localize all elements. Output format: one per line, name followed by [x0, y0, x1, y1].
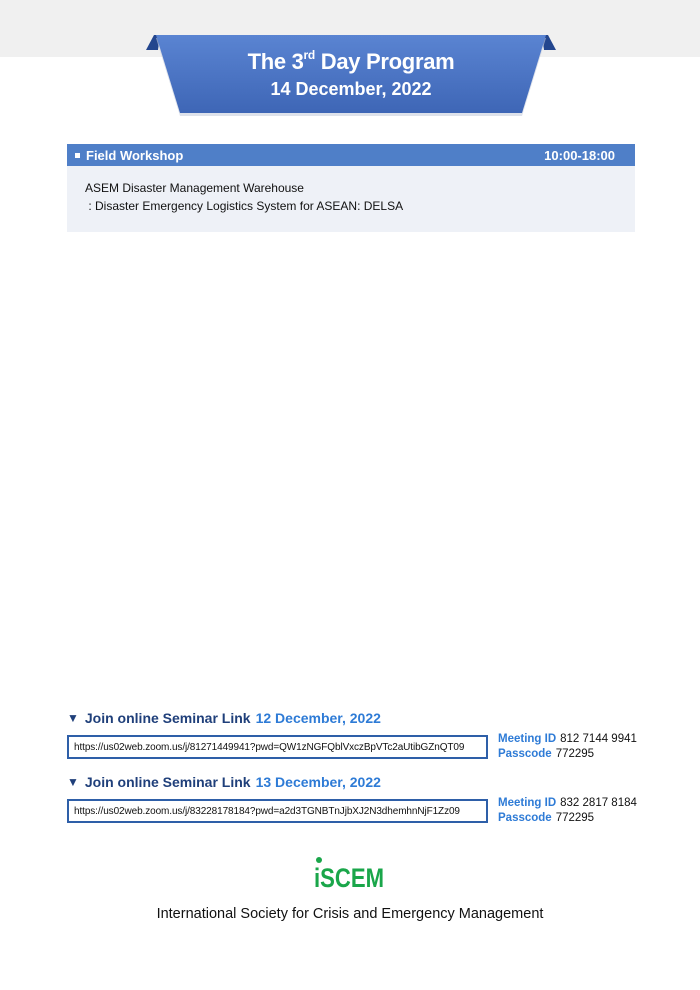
zoom-url-link[interactable]: https://us02web.zoom.us/j/83228178184?pwd=a2d3TGNBTnJjbXJ2N3dhemhnNjF1Zz09: [67, 799, 488, 823]
iscem-logo-icon: [314, 856, 386, 893]
meeting-info: [498, 732, 637, 762]
meeting-id-value: 832 2817 8184: [560, 797, 637, 809]
meeting-id-value: 812 7144 9941: [560, 733, 637, 745]
session-title: Field Workshop: [75, 148, 183, 163]
link-heading-text: Join online Seminar Link: [84, 774, 251, 790]
link-heading-text: Join online Seminar Link: [84, 710, 251, 726]
svg-text:iSCEM: iSCEM: [314, 863, 384, 893]
zoom-url-link[interactable]: https://us02web.zoom.us/j/81271449941?pwd=QW1zNGFQblVxczBpVTc2aUtibGZnQT09: [67, 735, 488, 759]
title-banner: [146, 33, 556, 117]
triangle-down-icon: ▼: [67, 775, 79, 789]
passcode-label: Passcode: [498, 748, 552, 760]
link-heading: [67, 772, 647, 792]
session-header: [67, 144, 635, 166]
meeting-id-label: Meeting ID: [498, 733, 557, 745]
meeting-id-label: Meeting ID: [498, 797, 557, 809]
session-field-workshop: [67, 144, 635, 232]
passcode-value: 772295: [555, 812, 595, 824]
link-date: 13 December, 2022: [255, 774, 381, 790]
session-time: 10:00-18:00: [544, 147, 615, 163]
banner-shape: [146, 33, 556, 117]
link-row: [67, 796, 647, 826]
session-body: [67, 166, 635, 228]
session-line-1: ASEM Disaster Management Warehouse: [85, 181, 304, 195]
link-row: [67, 732, 647, 762]
seminar-link-block-1: [67, 708, 647, 762]
session-line-2: : Disaster Emergency Logistics System for ASEAN: DELSA: [85, 199, 404, 213]
meeting-info: [498, 796, 637, 826]
iscem-logo: [314, 856, 386, 893]
banner-date: 14 December, 2022: [270, 79, 432, 99]
link-date: 12 December, 2022: [255, 710, 381, 726]
passcode-label: Passcode: [498, 812, 552, 824]
seminar-link-block-2: [67, 772, 647, 826]
triangle-down-icon: ▼: [67, 711, 79, 725]
square-bullet-icon: [75, 153, 80, 158]
banner-title: The 3rd Day Program: [247, 47, 455, 74]
passcode-value: 772295: [555, 748, 595, 760]
link-heading: [67, 708, 647, 728]
organization-name: International Society for Crisis and Emergency Management: [156, 906, 544, 922]
